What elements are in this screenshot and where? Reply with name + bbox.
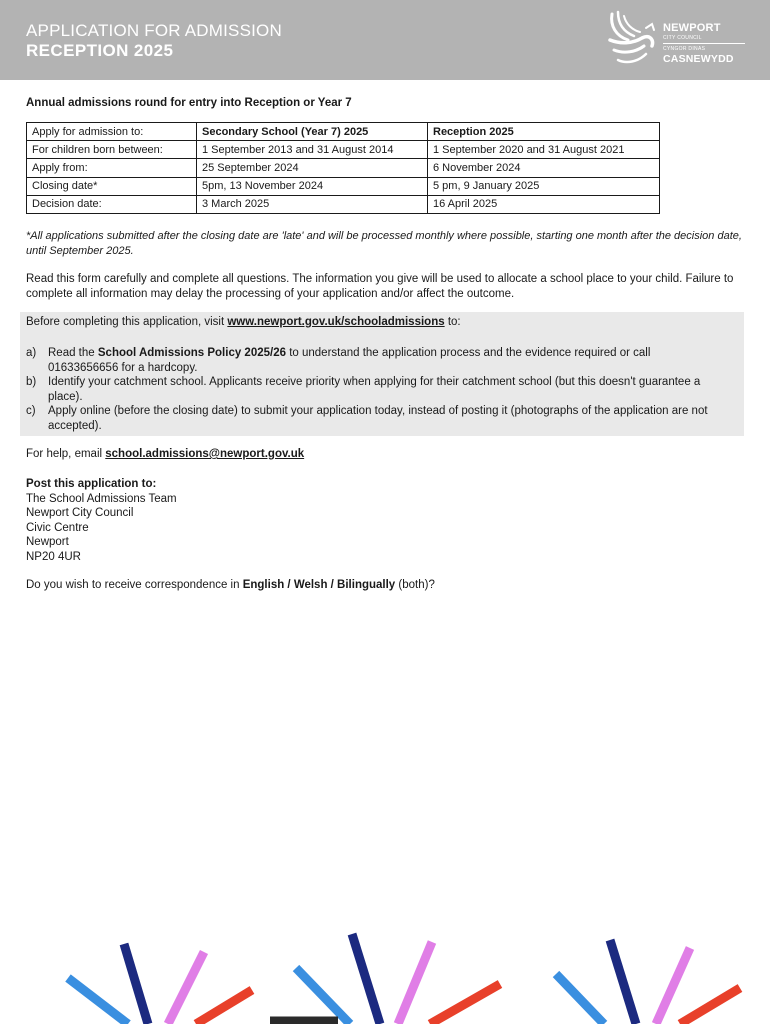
address-line: Newport City Council	[26, 507, 134, 520]
postal-address-title: Post this application to:	[26, 478, 157, 490]
stripe-navy	[124, 944, 148, 1024]
list-marker: c)	[26, 405, 36, 418]
table-row	[27, 141, 660, 159]
help-email-link[interactable]: school.admissions@newport.gov.uk	[105, 448, 305, 460]
stripe-blue	[296, 968, 350, 1024]
stripe-navy	[352, 934, 380, 1024]
table-cell: Closing date*	[27, 177, 197, 195]
section-heading: Annual admissions round for entry into Reception or Year 7	[26, 97, 352, 109]
list-item: b) Identify your catchment school. Applicants receive priority when applying for their catchment school (but this doesn't guarantee a place).	[26, 376, 701, 403]
table-header-row	[27, 123, 660, 141]
address-line: Newport	[26, 536, 69, 549]
table-cell: 3 March 2025	[197, 195, 428, 213]
dragon-icon	[606, 10, 658, 68]
logo-text-cyngor-dinas: CYNGOR DINAS	[663, 46, 706, 52]
list-marker: b)	[26, 376, 37, 389]
stripe-pink	[656, 948, 690, 1024]
table-header-cell: Reception 2025	[428, 123, 660, 141]
address-line: The School Admissions Team	[26, 492, 177, 505]
language-options: English / Welsh / Bilingually	[242, 579, 396, 591]
table-cell: 6 November 2024	[428, 159, 660, 177]
table-cell: 5 pm, 9 January 2025	[428, 177, 660, 195]
table-header-cell: Apply for admission to:	[27, 123, 197, 141]
intro-paragraph: Read this form carefully and complete all questions. The information you give will be used to allocate a school place to your child. Failure to complete all information may delay the processing of your application and/or affect the outcome.	[26, 273, 734, 300]
admissions-website-link[interactable]: www.newport.gov.uk/schooladmissions	[227, 316, 445, 328]
table-cell: Decision date:	[27, 195, 197, 213]
correspondence-language-question: Do you wish to receive correspondence in English / Welsh / Bilingually (both)?	[26, 579, 435, 591]
postal-address	[26, 477, 177, 565]
stripe-red	[680, 988, 740, 1024]
stripe-pink	[168, 952, 204, 1024]
table-cell: 1 September 2013 and 31 August 2014	[197, 141, 428, 159]
form-title: APPLICATION FOR ADMISSION	[26, 21, 282, 40]
policy-document-name: School Admissions Policy 2025/26	[97, 347, 286, 359]
admissions-dates-table	[26, 122, 660, 214]
header-banner	[0, 0, 770, 80]
table-cell: For children born between:	[27, 141, 197, 159]
table-row	[27, 159, 660, 177]
stripe-blue	[68, 978, 128, 1024]
table-cell: 5pm, 13 November 2024	[197, 177, 428, 195]
stripe-red	[196, 990, 252, 1024]
address-line: Civic Centre	[26, 521, 89, 534]
late-applications-note: *All applications submitted after the closing date are 'late' and will be processed monthly where possible, starting one month after the decision date, until September 2025.	[26, 230, 742, 257]
stripe-pink	[398, 942, 432, 1024]
before-completing-text: Before completing this application, visit www.newport.gov.uk/schooladmissions to:	[26, 316, 461, 328]
table-cell: 1 September 2020 and 31 August 2021	[428, 141, 660, 159]
table-cell: 16 April 2025	[428, 195, 660, 213]
address-line: NP20 4UR	[26, 550, 81, 563]
stripe-blue	[556, 974, 604, 1024]
logo-text-newport: NEWPORT	[663, 22, 721, 34]
form-subtitle: RECEPTION 2025	[26, 41, 174, 60]
list-item: c) Apply online (before the closing date) to submit your application today, instead of posting it (photographs of the application are not accepted).	[26, 405, 708, 432]
council-logo	[606, 10, 751, 70]
logo-text-casnewydd: CASNEWYDD	[663, 53, 734, 65]
stripe-navy	[610, 940, 636, 1024]
table-cell: Apply from:	[27, 159, 197, 177]
logo-text-city-council: CITY COUNCIL	[663, 35, 702, 41]
list-marker: a)	[26, 347, 37, 359]
list-item: a) Read the School Admissions Policy 2025/26 to understand the application process and the evidence required or call 01633656656 for a hardcopy.	[26, 347, 651, 374]
logo-divider	[663, 43, 745, 44]
table-cell: 25 September 2024	[197, 159, 428, 177]
instructions-list	[26, 346, 716, 434]
table-header-cell: Secondary School (Year 7) 2025	[197, 123, 428, 141]
table-row	[27, 195, 660, 213]
help-text: For help, email school.admissions@newport.gov.uk	[26, 448, 305, 460]
stripe-red	[430, 984, 500, 1024]
table-row	[27, 177, 660, 195]
decorative-stripes	[0, 920, 770, 1024]
